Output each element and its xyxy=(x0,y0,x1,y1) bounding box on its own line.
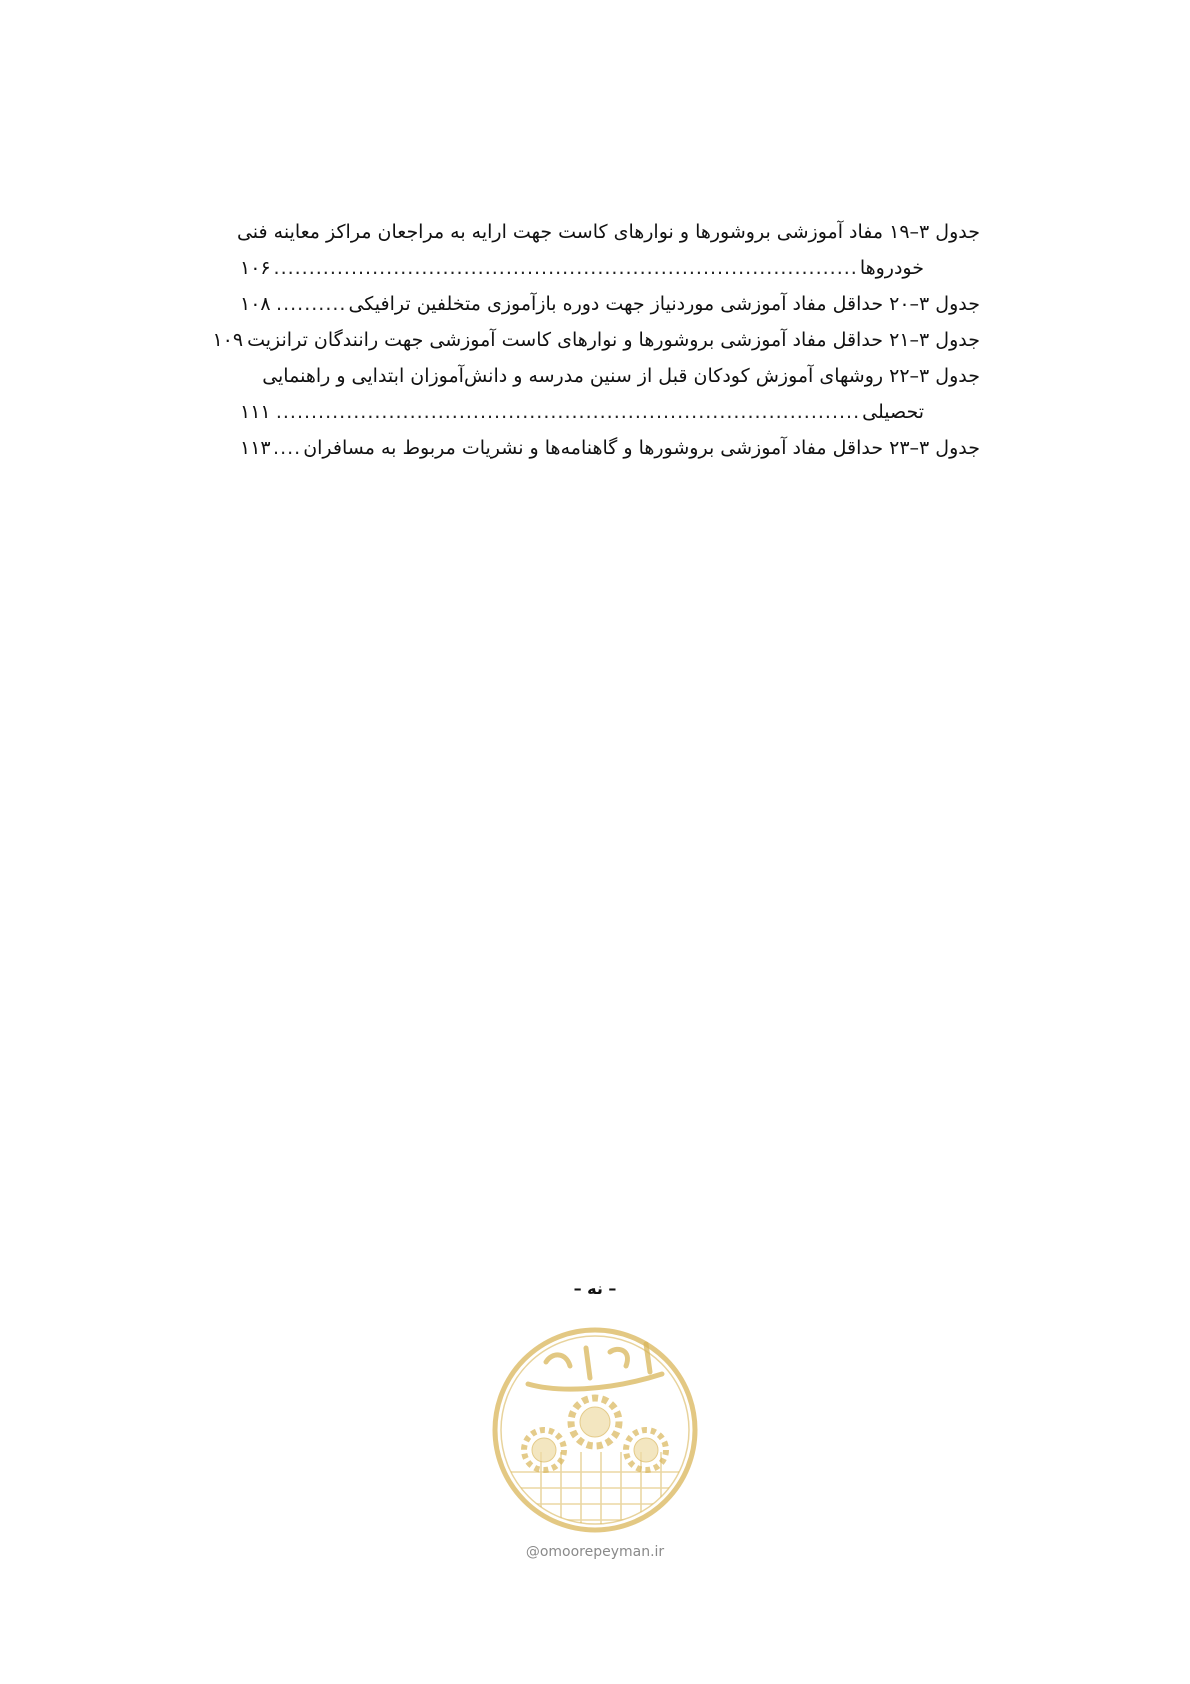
toc-entry-table-3-19[interactable] xyxy=(236,214,980,286)
toc-entry-row xyxy=(240,430,980,466)
toc-entry-page: ۱۱۳ xyxy=(240,437,271,459)
toc-entry-row xyxy=(240,286,980,322)
toc-entry-continuation xyxy=(240,250,980,286)
toc-entry-page: ۱۰۸ xyxy=(240,293,271,315)
toc-entry-page: ۱۰۹ xyxy=(212,329,244,351)
dot-leader xyxy=(273,394,860,430)
toc-entry-title: جدول ۳–۱۹ مفاد آموزشی بروشورها و نوارهای کاست جهت ارایه به مراجعان مراکز معاینه فنی xyxy=(236,221,980,243)
toc-entry-page: ۱۰۶ xyxy=(240,257,271,279)
toc-entry-continuation xyxy=(240,394,980,430)
toc-entry-title-cont: خودروها xyxy=(859,257,924,279)
toc-entry-row xyxy=(212,322,980,358)
toc-entry-title: جدول ۳–۲۱ حداقل مفاد آموزشی بروشورها و نوارهای کاست آموزشی جهت رانندگان ترانزیت xyxy=(247,329,980,351)
toc-entry-page: ۱۱۱ xyxy=(240,401,271,423)
toc-entry-title: جدول ۳–۲۰ حداقل مفاد آموزشی موردنیاز جهت دوره بازآموزی متخلفین ترافیکی xyxy=(348,293,980,315)
page-number: – نه – xyxy=(573,1279,617,1298)
toc-entry-table-3-21[interactable] xyxy=(212,322,980,358)
omoorepeyman-logo-icon xyxy=(486,1322,704,1562)
calligraphy-icon xyxy=(528,1344,662,1389)
watermark-logo xyxy=(486,1322,704,1562)
table-of-contents xyxy=(212,214,980,466)
dot-leader xyxy=(273,286,347,322)
toc-entry-title: جدول ۳–۲۲ روشهای آموزش کودکان قبل از سنین مدرسه و دانش‌آموزان ابتدایی و راهنمایی xyxy=(262,365,980,387)
building-grid-icon xyxy=(506,1452,686,1532)
toc-entry-table-3-22[interactable] xyxy=(240,358,980,430)
toc-entry-table-3-20[interactable] xyxy=(240,286,980,322)
toc-entry-table-3-23[interactable] xyxy=(240,430,980,466)
dot-leader xyxy=(273,430,302,466)
dot-leader xyxy=(273,250,858,286)
gears-icon xyxy=(524,1398,666,1470)
toc-entry-title: جدول ۳–۲۳ حداقل مفاد آموزشی بروشورها و گاهنامه‌ها و نشریات مربوط به مسافران xyxy=(303,437,980,459)
watermark-url: @omoorepeyman.ir xyxy=(525,1544,665,1560)
toc-entry-title-cont: تحصیلی xyxy=(862,401,924,423)
